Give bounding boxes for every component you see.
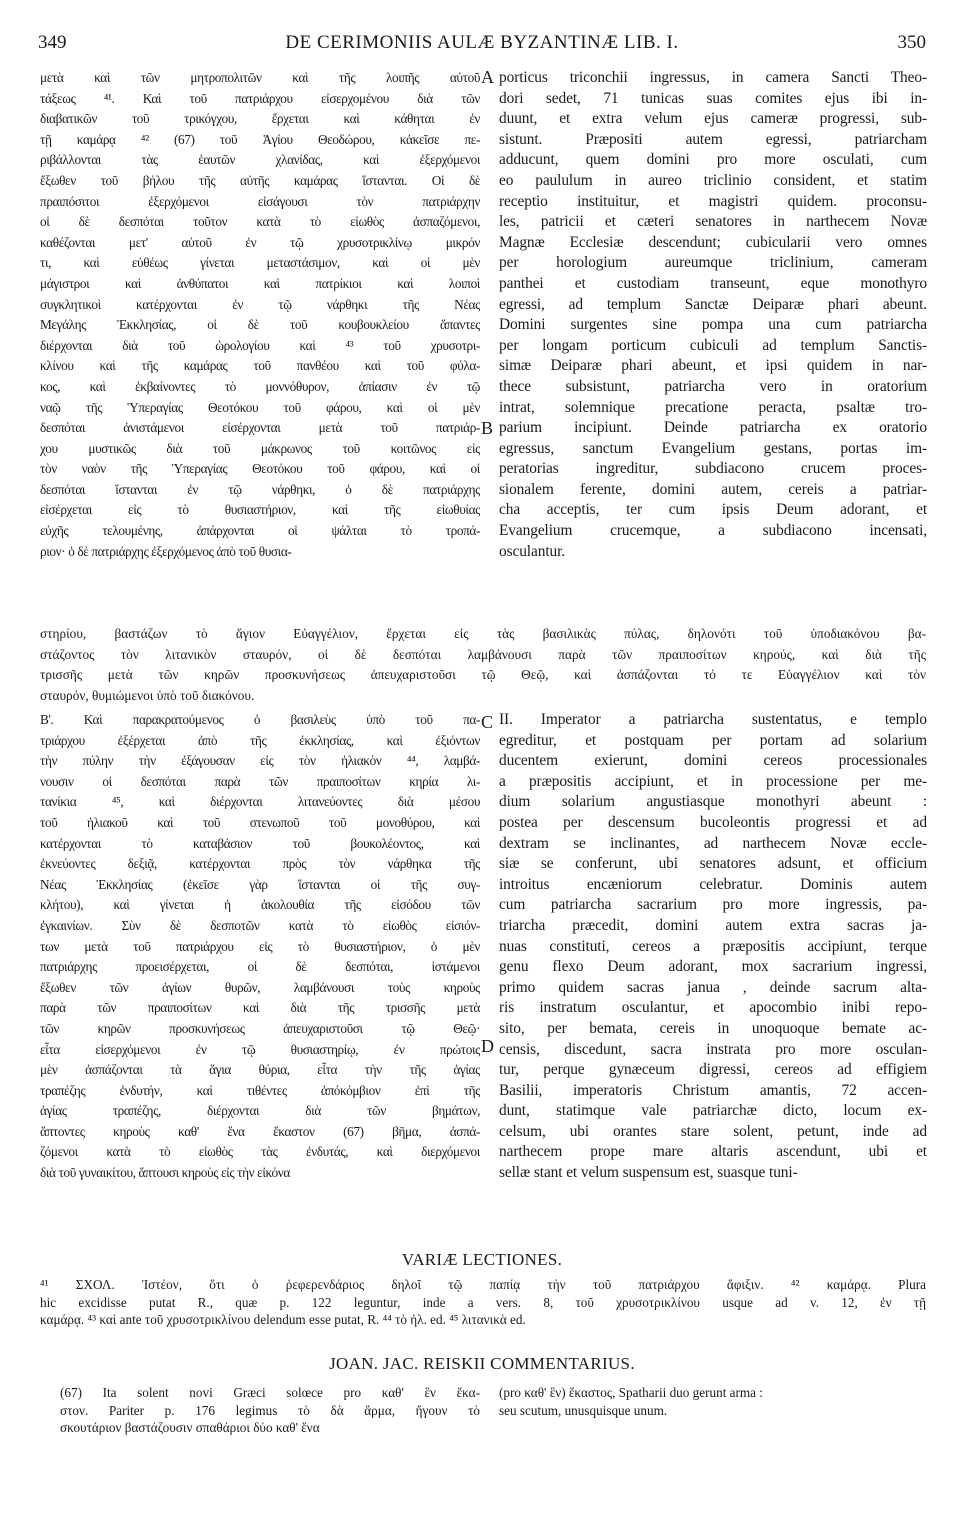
latin-text-line: sito, per bemata, cereis in unoquoque bemate ac- [499,1019,927,1037]
latin-text-line: cha acceptis, ter cum ipsis Deum adorant, et [499,501,927,519]
latin-text-line: egressi, ad templum Sanctæ Deiparæ phari abeunt. [499,295,927,313]
variae-lectiones-notes [40,1276,926,1329]
commentary-title: JOAN. JAC. REISKII COMMENTARIUS. [329,1354,635,1373]
margin-letter-a: A [481,67,494,87]
latin-text-line: porticus triconchii ingressus, in camera Sancti Theo- [499,69,927,86]
greek-text-line: ἁγίας τραπέζης, διέρχονται διὰ τῶν βημάτων, [40,1103,480,1119]
greek-text-line: τραπέζης ἐνδυτήν, καὶ τιθέντες ἀπόκόμβιον ἐπὶ τῆς [40,1082,480,1098]
greek-text-line: ἐκνεύοντες δεξιᾷ, κατέρχονται πρὸς τὸν νάρθηκα τῆς [40,856,480,872]
greek-text-line: των μετὰ τοῦ πατριάρχου εἰς τὸ θυσιαστήριον, ὁ μὲν [40,938,480,954]
greek-text-line: ἔξωθεν τοῦ βήλου τῆς αὐτῆς καμάρας ἵστανται. Οἱ δὲ [40,172,480,188]
greek-text-line: διαβατικῶν τοῦ τρικόγχου, ἔρχεται καὶ κάθηται ἐν [40,111,480,127]
latin-text-line: per longam porticum cubiculi ad templum Sanctis- [499,336,927,354]
variant-reading-line: ⁴¹ ΣΧΟΛ. Ἰστέον, ὅτι ὁ ῥεφερενδάριος δηλοῖ τῷ παπίᾳ τὴν τοῦ πατριάρχου ἄφιξιν. ⁴² καμάρᾳ. Plura [40,1277,926,1292]
commentary-line: στον. Pariter p. 176 legimus τὸ δὰ ἅρμα, ἤγουν τὸ [60,1402,480,1418]
latin-text-line: les, patricii et cæteri senatores in narthecem Novæ [499,213,927,231]
greek-text-line: Νέας Ἐκκλησίας (ἐκεῖσε γὰρ ἵστανται οἱ τῆς συγ- [40,876,480,892]
latin-text-line: Basilii, imperatoris Christum amantis, 72 accen- [499,1081,927,1099]
greek-text-line: τῶν κηρῶν προσκυνήσεως ἀπευχαριστοῦσι τῷ Θεῷ· [40,1020,480,1036]
greek-text-line: τὴν πύλην τὴν ἐξάγουσαν εἰς τὸν ἡλιακὸν ⁴⁴, λαμβά- [40,753,480,769]
greek-text-line: τανίκια ⁴⁵, καὶ διέρχονται λιτανεύοντες διὰ μέσου [40,794,480,810]
variant-reading-line: hic excidisse putat R., quæ p. 122 leguntur, inde a vers. 8, τοῦ χρυσοτρικλίνου usque ad v. 12, ἐν τῇ [40,1294,926,1310]
greek-text-line: διέρχονται διὰ τοῦ ὡρολογίου καὶ ⁴³ τοῦ χρυσοτρι- [40,337,480,353]
commentary-left [60,1384,480,1437]
latin-text-line: censis, discedunt, sacra instrata pro more osculan- [499,1040,927,1058]
latin-text-line: peratorias ingreditur, subdiacono crucem proces- [499,460,927,478]
latin-text-line: cum patriarcha sacrarium pro more ingressis, pa- [499,896,927,914]
greek-text-line: Μεγάλης Ἐκκλησίας, οἱ δὲ τοῦ κουβουκλείου ἅπαντες [40,317,480,333]
greek-text-line: συγκλητικοὶ κατέρχονται ἐν τῷ νάρθηκι τῆς Νέας [40,296,480,312]
latin-text-line: egressus, sanctum Evangelium gestans, portas im- [499,439,927,457]
greek-column-2 [40,710,480,1184]
variae-lectiones-title: VARIÆ LECTIONES. [401,1250,563,1269]
greek-text-line: ναῷ τῆς Ὑπεραγίας Θεοτόκου τοῦ φάρου, καὶ οἱ μὲν [40,399,480,415]
latin-text-line: triarcha præcedit, domini autem extra sacras ja- [499,916,927,934]
latin-text-line: Magnæ Ecclesiæ descendunt; cubicularii vero omnes [499,233,927,251]
greek-text-line: διὰ τοῦ γυναικίτου, ἅπτουσι κηροὺς εἰς τὴν εἰκόνα [40,1165,290,1181]
greek-text-line: κατέρχονται τὸ καταβάσιον τοῦ βουκολέοντος, καὶ [40,835,480,851]
greek-text-line: χου μυστικῶς διὰ τοῦ μάκρωνος τοῦ κοιτῶνος εἰς [40,440,480,456]
latin-text-line: per horologium aureumque triclinium, cameram [499,254,927,272]
latin-text-line: dextram se inclinantes, ad narthecem Novæ eccle- [499,834,927,852]
greek-text-line: ριβάλλονται τὰς ἑαυτῶν χλανίδας, καὶ ἐξερχόμενοι [40,152,480,168]
commentary-line: seu scutum, unusquisque unum. [499,1402,668,1418]
latin-text-line: egreditur, et postquam per portam ad solarium [499,731,927,749]
latin-column-2 [499,710,927,1184]
greek-text-line: ἔξωθεν τῶν ἁγίων θυρῶν, λαμβάνουσι τοὺς κηροὺς [40,979,480,995]
latin-text-line: simæ Deiparæ phari abeunt, et ipsi quidem in nar- [499,357,927,375]
margin-letter-b: B [481,418,494,438]
commentary-line: (67) Ita solent novi Græci solœce pro καθ' ἓν ἕκα- [60,1385,480,1400]
variant-reading-line: καμάρᾳ. ⁴³ καὶ ante τοῦ χρυσοτρικλίνου delendum esse putat, R. ⁴⁴ τὸ ἡλ. ed. ⁴⁵ λιτανικὰ ed. [40,1312,526,1327]
greek-text-line: πραιπόσιτοι ἐξερχόμενοι εἰσάγουσι τὸν πατριάρχην [40,193,480,209]
latin-text-line: eo paululum in aureo triclinio consident, et statim [499,171,927,189]
greek-text-line: οἱ δὲ δεσπόται τοῦτον κατὰ τὸ εἰωθὸς ἀσπαζόμενοι, [40,214,480,230]
latin-text-line: osculantur. [499,542,566,560]
page-number-left: 349 [38,32,67,53]
latin-text-line: panthei et custodiam transeunt, eque monothyro [499,274,927,292]
greek-text-line: κος, καὶ ἐκβαίνοντες τὸ μοννόθυρον, ἀπίασιν ἐν τῷ [40,378,480,394]
greek-text-line: παρὰ τῶν πραιποσίτων καὶ διὰ τῆς τρισσῆς μετὰ [40,1000,480,1016]
greek-text-line: εἰσέρχεται εἰς τὸ θυσιαστήριον, καὶ τῆς εἰωθυίας [40,502,480,518]
latin-text-line: dori sedet, 71 tunicas suas comites ejus ibi in- [499,89,927,107]
greek-text-line: κλήτου), καὶ γίνεται ἡ ἀκολουθία τῆς εἰσόδου τῶν [40,897,480,913]
greek-text-line: ριον· ὁ δὲ πατριάρχης ἐξερχόμενος ἀπὸ τοῦ θυσια- [40,543,292,559]
greek-text-line: μετὰ καὶ τῶν μητροπολιτῶν καὶ τῆς λοιπῆς αὐτοῦ [40,70,480,85]
latin-text-line: Domini surgentes sine pompa una cum patriarcha [499,316,927,334]
latin-text-line: duunt, et extra velum ejus cameræ progressi, sub- [499,110,927,128]
greek-text-line: τάξεως ⁴¹. Καὶ τοῦ πατριάρχου εἰσερχομένου διὰ τῶν [40,90,480,106]
latin-text-line: Evangelium crucemque, a subdiacono incensati, [499,522,927,540]
greek-text-line: καθέζονται μετ' αὐτοῦ ἐν τῷ χρυσοτρικλίνῳ μικρόν [40,234,480,250]
greek-text-line: στηρίου, βαστάζων τὸ ἅγιον Εὐαγγέλιον, ἔρχεται εἰς τὰς βασιλικὰς πύλας, δηλονότι τοῦ ὑποδιακόνου βα- [40,626,926,641]
latin-text-line: sionalem ferente, domini autem, cereis a patriar- [499,480,927,498]
greek-text-line: τοῦ ἡλιακοῦ καὶ τοῦ στενωποῦ τοῦ μονοθύρου, καὶ [40,814,480,830]
latin-text-line: parium incipiunt. Deinde patriarcha ex oratorio [499,419,927,437]
latin-text-line: genu flexo Deum adorant, mox sacrarium ingressi, [499,958,927,976]
running-title: DE CERIMONIIS AULÆ BYZANTINÆ LIB. I. [285,32,679,53]
greek-text-line: εἶτα εἰσερχόμενοι ἐν τῷ θυσιαστηρίῳ, ἐν πρώτοις [40,1041,480,1057]
latin-text-line: intrat, solemnique precatione peracta, psaltæ tro- [499,398,927,416]
latin-text-line: tur, perque gynæceum digressi, cereos ad effigiem [499,1061,927,1079]
greek-text-line: τι, καὶ εὐθέως γίνεται μεταστάσιμον, καὶ οἱ μὲν [40,255,480,271]
latin-text-line: receptio instituitur, et magistri quidem. proconsu- [499,192,927,210]
page-header [38,32,926,58]
latin-text-line: II. Imperator a patriarcha sustentatus, e templo [499,711,927,728]
latin-text-line: nuas constituti, cereos a præpositis accipiunt, terque [499,937,927,955]
latin-text-line: narthecem prope mare altaris ascendunt, ubi et [499,1143,927,1161]
commentary-line: (pro καθ' ἓν) ἕκαστος, Spatharii duo gerunt arma : [499,1385,763,1400]
page-number-right: 350 [897,32,926,53]
commentary-right [499,1384,927,1419]
latin-text-line: ris instratum osculantur, et apocombio inibi repo- [499,999,927,1017]
latin-text-line: siæ se conferunt, ubi senatores adsunt, et officium [499,855,927,873]
latin-text-line: sistunt. Præpositi autem egressi, patriarcham [499,130,927,148]
greek-text-line: δεσπόται ἀνιστάμενοι εἰσέρχονται μετὰ τοῦ πατριάρ- [40,420,480,436]
greek-text-line: τὸν ναὸν τῆς Ὑπεραγίας Θεοτόκου τοῦ φάρου, καὶ οἱ [40,461,480,477]
margin-letter-c: C [481,712,494,732]
greek-text-line: εὐχῆς τελουμένης, ἀπάρχονται οἱ ψάλται τὸ τροπά- [40,523,480,539]
greek-text-line: τῇ καμάρᾳ ⁴² (67) τοῦ Ἁγίου Θεοδώρου, κἀκεῖσε πε- [40,131,480,147]
greek-column-1 [40,68,480,562]
latin-text-line: dunt, statimque vale patriarchæ dicto, locum ex- [499,1102,927,1120]
greek-text-line: σταυρόν, θυμιώμενοι ὑπὸ τοῦ διακόνου. [40,687,255,703]
latin-text-line: introitus encæniorum celebratur. Dominis autem [499,875,927,893]
greek-text-line: Β'. Καὶ παρακρατούμενος ὁ βασιλεὺς ὑπὸ τοῦ πα- [40,712,480,727]
greek-text-line: νουσιν οἱ δεσπόται παρὰ τῶν πραιποσίτων κηρία λι- [40,773,480,789]
greek-text-line: ἅπτοντες κηροὺς καθ' ἕνα ἕκαστον (67) βῆμα, ἀσπά- [40,1123,480,1139]
greek-text-line: ζόμενοι κατὰ τὸ εἰωθὸς τὰς ἐνδυτάς, καὶ διερχόμενοι [40,1144,480,1160]
greek-text-line: στάζοντος τὸν λιτανικὸν σταυρόν, οἱ δὲ δεσπόται λαμβάνουσι παρὰ τῶν πραιποσίτων κηρούς, καὶ διὰ τῆς [40,646,926,662]
greek-text-line: μάγιστροι καὶ ἀνθύπατοι καὶ πατρίκιοι καὶ λοιποὶ [40,275,480,291]
latin-text-line: sellæ stant et velum suspensum est, suasque tuni- [499,1164,798,1182]
latin-text-line: postea per descensum bucoleontis progressi et ad [499,813,927,831]
margin-letter-d: D [481,1036,494,1056]
greek-text-line: δεσπόται ἵστανται ἐν τῷ νάρθηκι, ὁ δὲ πατριάρχης [40,481,480,497]
greek-full-width-block [40,624,926,706]
latin-text-line: adducunt, quem domini pro more osculati, cum [499,151,927,169]
commentary-line: σκουτάριον βαστάζουσιν σπαθάριοι δύο καθ' ἕνα [60,1420,320,1435]
greek-text-line: τρισσῆς μετὰ τῶν κηρῶν προσκυνήσεως ἀπευχαριστοῦσι τῷ Θεῷ, καὶ ἀσπάζονται τό τε Εὐαγγέλιον καὶ τὸν [40,667,926,683]
greek-text-line: ἐγκαινίων. Σὺν δὲ δεσποτῶν κατὰ τὸ εἰωθὸς εἰσιόν- [40,917,480,933]
latin-text-line: celsum, ubi orantes stare solent, petunt, inde ad [499,1122,927,1140]
greek-text-line: τριάρχου ἐξέρχεται ἀπὸ τῆς ἐκκλησίας, καὶ ἐξιόντων [40,732,480,748]
greek-text-line: κλίνου καὶ τῆς καμάρας τοῦ πανθέου καὶ τοῦ φύλα- [40,358,480,374]
greek-text-line: μὲν ἀσπάζονται τὰ ἅγια θύρια, εἶτα τὴν τῆς ἁγίας [40,1062,480,1078]
latin-text-line: thece subsistunt, patriarcha vero in oratorium [499,377,927,395]
latin-text-line: primo quidem sacras janua , deinde sacrum alta- [499,978,927,996]
latin-text-line: ducentem exierunt, domini cereos processionales [499,752,927,770]
latin-text-line: a præpositis accipiunt, et in processione per me- [499,772,927,790]
greek-text-line: πατριάρχης προεισέρχεται, οἱ δὲ δεσπόται, ἱστάμενοι [40,959,480,975]
latin-text-line: dium solarium angustiasque monothyri abeunt : [499,793,927,811]
latin-column-1 [499,68,927,562]
